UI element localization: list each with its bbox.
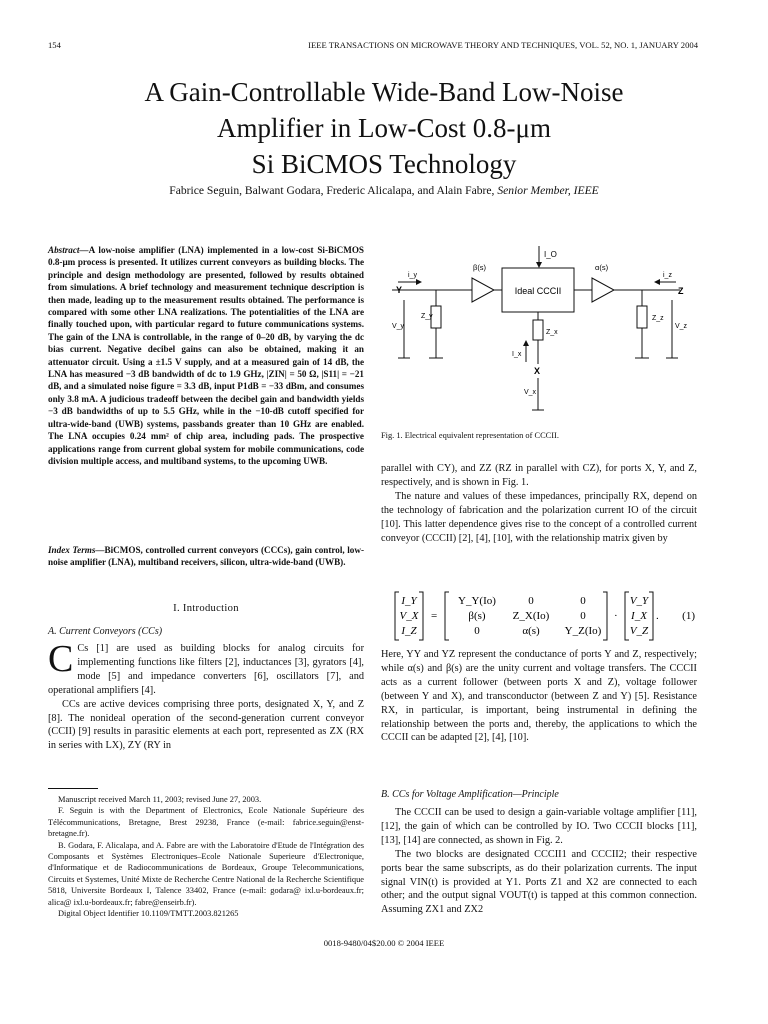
right-paragraph-4: The CCCII can be used to design a gain-variable voltage amplifier [11], [12], the gain of which can be controlled by IO. Two CCCII blocks [11], [13], [14] are connected, as shown in Fig. 2. [381,807,697,846]
subsection-b-heading: B. CCs for Voltage Amplification—Principle [381,789,559,800]
footnote [48,794,364,919]
journal-header: IEEE TRANSACTIONS ON MICROWAVE THEORY AND TECHNIQUES, VOL. 52, NO. 1, JANUARY 2004 [308,40,698,50]
index-terms-label: Index Terms— [48,545,105,555]
right-paragraph-3: Here, YY and YZ represent the conductance of ports Y and Z, respectively; while α(s) and β(s) are the unity current and voltage transfers. The CCCII acts as a current follower (between ports X and Z), voltage follower (between Y and X), and transconductor (between Z and Y) [5]. Resistance RX, in particular, is important, being instrumental in defining the relationship between the ports and, thereby, the applications to which the CCCII can be adapted [2], [4], [10]. [381,649,697,744]
zx-label: Z_x [546,329,558,336]
author-names: Fabrice Seguin, Balwant Godara, Frederic Alicalapa, and Alain Fabre, [169,184,495,197]
right-column-upper [381,462,697,545]
eq-m-00: Y_Y(Io) [458,595,496,607]
right-paragraph-1: parallel with CY), and ZZ (RZ in parallel with CZ), for ports X, Y, and Z, respectively, and is shown in Fig. 1. [381,463,697,488]
intro-paragraph-1: Cs [1] are used as building blocks for analog circuits for implementing functions like filters [2], inductances [3], gyrators [4], mode [5] and impedance converters [6], oscillators [7], and operational amplifiers [4]. [48,643,364,696]
eq-m-11: Z_X(Io) [512,610,550,622]
right-paragraph-5: The two blocks are designated CCCII1 and CCCII2; their respective ports bear the same subscripts, as do their polarization currents. The input signal VIN(t) is provided at Y1. Ports Z1 and X2 are connected to each other; and the output signal VOUT(t) is tapped at this common connection. Assuming ZX1 and ZX2 [381,848,697,916]
equation-1 [381,588,697,644]
eq-lhs-2: V_X [399,610,419,622]
io-label: I_O [544,250,557,259]
eq-m-20: 0 [474,625,480,637]
page-number: 154 [48,40,61,50]
footnote-doi: Digital Object Identifier 10.1109/TMTT.2003.821265 [58,909,239,919]
eq-m-01: 0 [528,595,534,607]
zx-impedance [533,320,543,340]
title-line-1: A Gain-Controllable Wide-Band Low-Noise [144,77,624,107]
iz-label: i_z [663,272,672,279]
drop-cap: C [48,638,74,680]
section-heading: I. Introduction [173,603,239,614]
beta-amplifier [472,278,494,302]
footnote-godara: B. Godara, F. Alicalapa, and A. Fabre are with the Laboratoire d'Etude de l'Intégration des Composants et Systèmes Electroniques–Ecole Nationale Superieure d'Electronique, d'Informatique et de Radiocommunications de Bordeaux, Groupe Telecommunications, Circuits et Systemes, Unité Mixte de Recherche Centre National de la Recherche Scientifique 5818, Universite Bordeaux I, Talence 33402, France (e-mail: godara@ ixl.u-bordeaux.fr; alica@ ixl.u-bordeaux.fr; fabre@enseirb.fr). [48,840,364,907]
eq-lhs-1: I_Y [401,595,417,607]
eq-period: . [656,610,659,622]
zz-label: Z_z [652,315,664,322]
eq-equals: = [431,610,438,622]
footnote-rule [48,788,98,789]
author-line [40,184,728,197]
intro-paragraph-2: CCs are active devices comprising three ports, designated X, Y, and Z [8]. The nonideal operation of the second-generation current conveyor (CCII) [9] results in parasitic elements at each port, represented as ZX (RX in series with LX), ZY (RY in [48,698,364,752]
eq-rhs-2: I_X [631,610,647,622]
eq-dot: · [614,610,618,622]
eq-rhs-1: V_Y [629,595,649,607]
copyright-footer: 0018-9480/04$20.00 © 2004 IEEE [323,938,445,948]
alpha-amplifier [592,278,614,302]
title-line-3: Si BiCMOS Technology [251,149,517,179]
ideal-cccii-label: Ideal CCCII [514,286,562,296]
eq-lhs-3: I_Z [401,625,417,637]
eq-m-02: 0 [580,595,586,607]
zy-label: Z_y [421,313,433,320]
title-line-2: Amplifier in Low-Cost 0.8-μm [217,113,551,143]
index-terms [48,544,364,569]
beta-label: β(s) [473,263,487,272]
paper-title [40,74,728,182]
eq-m-10: β(s) [468,610,486,622]
eq-m-22: Y_Z(Io) [564,625,602,637]
eq-m-12: 0 [580,610,586,622]
author-membership: Senior Member, IEEE [497,184,599,197]
zz-impedance [637,306,647,328]
figure-1-circuit [376,240,706,420]
ix-label: I_x [512,351,522,358]
figure-1-caption: Fig. 1. Electrical equivalent representation of CCCII. [381,431,559,440]
footnote-received: Manuscript received March 11, 2003; revised June 27, 2003. [58,795,262,804]
footnote-seguin: F. Seguin is with the Department of Electronics, Ecole Nationale Supérieure des Télécommunications, Bretagne, Brest 29238, France (e-mail: fabrice.seguin@enst-bretagne.fr). [48,806,364,839]
abstract [48,244,364,467]
alpha-label: α(s) [595,263,609,272]
iy-label: i_y [408,272,417,279]
abstract-label: Abstract— [48,245,89,255]
right-paragraph-2: The nature and values of these impedances, principally RX, depend on the technology of fabrication and the polarization current IO of the circuit [10]. This latter dependence gives rise to the concept of a controlled current conveyor (CCCII) [2], [4], [10], with the relationship matrix given by [381,490,697,544]
intro-body [48,638,364,753]
vy-label: V_y [392,323,405,330]
equation-number: (1) [682,610,695,622]
abstract-text: A low-noise amplifier (LNA) implemented in a low-cost Si-BiCMOS 0.8-μm process is presented. It utilizes current conveyors as building blocks. The principle and design methodology are presented, followed by results obtained from simulations. A brief technology and measurement technique description is then made, leading up to the measurement results obtained. The performance is compared with some other LNA realizations. The potentialities of the LNA are finally touched upon, with particular regard to future communications systems. The gain of the LNA is controllable, in the range of 0–20 dB, by varying the dc bias current. Negative decibel gains can also be obtained, making it an attenuator circuit. Using a ±1.5 V supply, and at a measured gain of 14 dB, the LNA has measured −3 dB bandwidth of dc to 1.9 GHz, |ZIN| = 50 Ω, |S11| = −21 dB, and a simulated noise figure = 3.3 dB, input P1dB = −33 dBm, and consumes only 3.8 mA. A judicious tradeoff between the decibel gain and bandwidth yields −3 dB bandwidths of up to 5.5 GHz, while in the −10-dB cutoff specified for ultra-wide-band (UWB) systems, passbands greater than 10 GHz are enabled. The LNA occupies 0.24 mm² of chip area, including pads. The prospective applications range from current global system for mobile communications, code division multiple access, and multiband systems, to the upcoming UWB. [48,245,364,466]
subsection-heading: A. Current Conveyors (CCs) [48,626,163,637]
eq-m-21: α(s) [522,625,540,637]
vx-label: V_x [524,389,537,396]
vz-label: V_z [675,323,688,330]
port-z-label: Z [678,286,684,296]
eq-rhs-3: V_Z [629,625,649,637]
right-column-lower [381,806,697,917]
port-x-label: X [534,366,541,376]
port-y-label: Y [396,285,403,295]
index-terms-text: BiCMOS, controlled current conveyors (CCCs), gain control, low-noise amplifier (LNA), multiband receivers, silicon, ultra-wide-band (UWB). [48,545,364,568]
